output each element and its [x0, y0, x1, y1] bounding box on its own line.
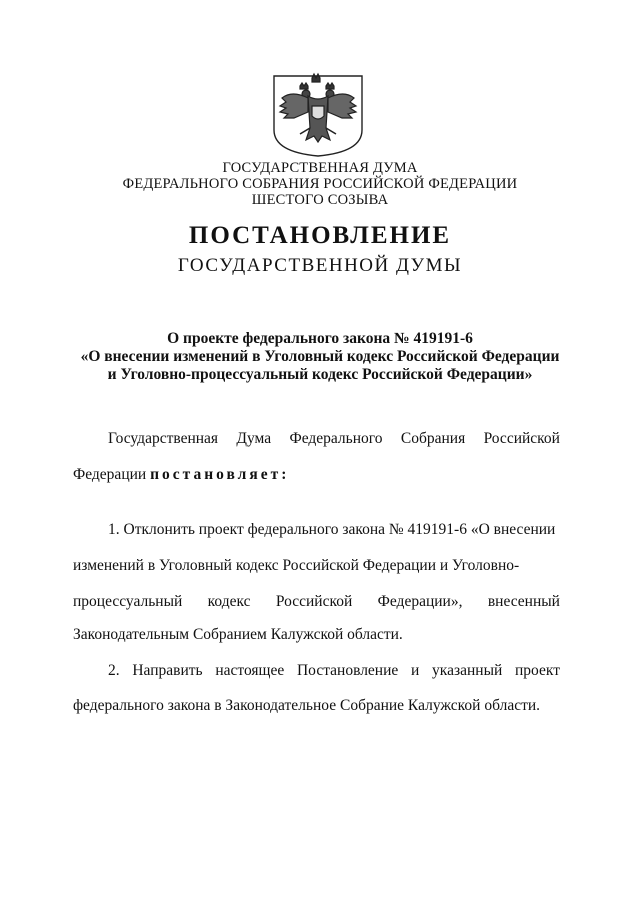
- document-title: ПОСТАНОВЛЕНИЕ: [188, 222, 452, 249]
- item1-line-4: Законодательным Собранием Калужской области.: [73, 626, 403, 643]
- subject-line-1: О проекте федерального закона № 419191-6: [167, 330, 473, 347]
- intro-line-2: [73, 466, 560, 484]
- subject-line-3: и Уголовно-процессуальный кодекс Российской Федерации»: [107, 366, 533, 383]
- document-subtitle: ГОСУДАРСТВЕННОЙ ДУМЫ: [177, 255, 463, 276]
- item2-word: Постановление: [296, 662, 399, 679]
- item2-word: настоящее: [215, 662, 285, 679]
- item1-line-2: изменений в Уголовный кодекс Российской Федерации и Уголовно-: [73, 557, 520, 574]
- intro-word: Государственная: [108, 430, 219, 447]
- issuer-line-1: ГОСУДАРСТВЕННАЯ ДУМА: [222, 160, 418, 176]
- item2-line-1: [108, 662, 560, 680]
- item1-line-1: 1. Отклонить проект федерального закона № 419191-6 «О внесении: [108, 521, 556, 538]
- item1-word: кодекс: [207, 593, 251, 610]
- item2-word: 2.: [108, 662, 120, 679]
- item1-word: Российской: [275, 593, 353, 610]
- item2-line-2: федерального закона в Законодательное Собрание Калужской области.: [73, 697, 541, 714]
- subject-line-2: «О внесении изменений в Уголовный кодекс Российской Федерации: [80, 348, 560, 365]
- russian-eagle-emblem-icon: [270, 72, 366, 158]
- intro-word: Дума: [236, 430, 272, 447]
- intro-word: Собрания: [400, 430, 466, 447]
- item1-line-3: [73, 593, 560, 611]
- intro-word: Федерального: [289, 430, 383, 447]
- decision-verb: постановляет:: [150, 466, 290, 483]
- item1-word: процессуальный: [73, 593, 183, 610]
- issuer-line-2: ФЕДЕРАЛЬНОГО СОБРАНИЯ РОССИЙСКОЙ ФЕДЕРАЦИИ: [122, 176, 518, 192]
- intro-line-2-start: Федерации: [73, 466, 147, 483]
- item2-word: проект: [515, 662, 560, 679]
- intro-word: Российской: [483, 430, 560, 447]
- item2-word: Направить: [132, 662, 203, 679]
- issuer-line-3: ШЕСТОГО СОЗЫВА: [251, 192, 389, 208]
- intro-line-1: [108, 430, 560, 448]
- item1-word: Федерации»,: [377, 593, 463, 610]
- item1-word: внесенный: [487, 593, 560, 610]
- item2-word: и: [411, 662, 420, 679]
- item2-word: указанный: [432, 662, 503, 679]
